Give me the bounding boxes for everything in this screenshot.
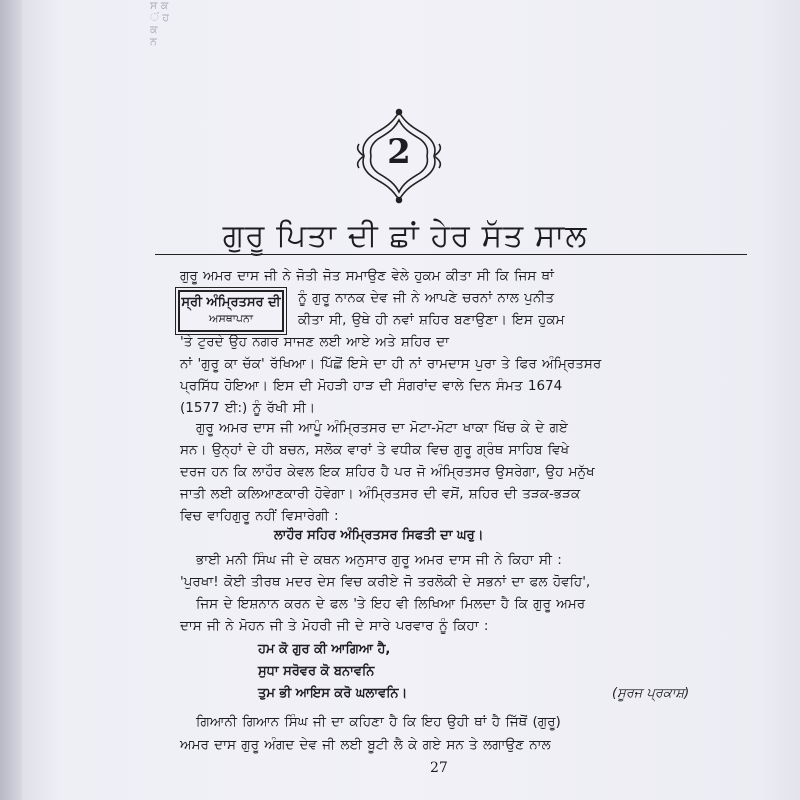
quote-line: ਲਾਹੌਰ ਸਹਿਰ ਅੰਮ੍ਰਿਤਸਰ ਸਿਫਤੀ ਦਾ ਘਰੁ। [274, 528, 484, 543]
text-line: ਵਿਚ ਵਾਹਿਗੁਰੂ ਨਹੀਂ ਵਿਸਾਰੇਗੀ : [180, 508, 339, 524]
text-line: ਜਾਤੀ ਲਈ ਕਲਿਆਣਕਾਰੀ ਹੋਵੇਗਾ। ਅੰਮ੍ਰਿਤਸਰ ਦੀ ਵਸੋਂ, ਸ਼ਹਿਰ ਦੀ ਤੜਕ-ਭੜਕ [180, 486, 581, 502]
chapter-title: ਗੁਰੂ ਪਿਤਾ ਦੀ ਛਾਂ ਹੇਰ ਸੱਤ ਸਾਲ [222, 218, 588, 254]
text-line: ਕੀਤਾ ਸੀ, ਉਥੇ ਹੀ ਨਵਾਂ ਸ਼ਹਿਰ ਬਣਾਉਣਾ। ਇਸ ਹੁਕਮ [298, 312, 565, 328]
show-through-text: ਸ ਕ ਂ ਹ ਕ ਨ [150, 0, 170, 48]
text-line: 'ਪੁਰਖਾ! ਕੋਈ ਤੀਰਥ ਮਦਰ ਦੇਸ ਵਿਚ ਕਰੀਏ ਜੋ ਤਰਲੋਕੀ ਦੇ ਸਭਨਾਂ ਦਾ ਫਲ ਹੋਵਹਿ', [180, 574, 591, 590]
text-line: (1577 ਈ:) ਨੂੰ ਰੱਖੀ ਸੀ। [180, 400, 316, 416]
margin-note-box [178, 290, 284, 332]
text-line: ਗੁਰੂ ਅਮਰ ਦਾਸ ਜੀ ਆਪੂੰ ਅੰਮ੍ਰਿਤਸਰ ਦਾ ਮੋਟਾ-ਮੋਟਾ ਖਾਕਾ ਖਿੱਚ ਕੇ ਦੇ ਗਏ [196, 420, 568, 436]
text-line: ਦਾਸ ਜੀ ਨੇ ਮੋਹਨ ਜੀ ਤੇ ਮੋਹਰੀ ਜੀ ਦੇ ਸਾਰੇ ਪਰਵਾਰ ਨੂੰ ਕਿਹਾ : [180, 618, 489, 634]
text-line: ਨਾਂ 'ਗੁਰੂ ਕਾ ਚੱਕ' ਰੱਖਿਆ। ਪਿੱਛੋਂ ਇਸੇ ਦਾ ਹੀ ਨਾਂ ਰਾਮਦਾਸ ਪੁਰਾ ਤੇ ਫਿਰ ਅੰਮ੍ਰਿਤਸਰ [180, 356, 602, 372]
text-line: ਗੁਰੂ ਅਮਰ ਦਾਸ ਜੀ ਨੇ ਜੋਤੀ ਜੋਤ ਸਮਾਉਣ ਵੇਲੇ ਹੁਕਮ ਕੀਤਾ ਸੀ ਕਿ ਜਿਸ ਥਾਂ [180, 268, 554, 284]
text-line: ਸਨ। ਉਨ੍ਹਾਂ ਦੇ ਹੀ ਬਚਨ, ਸਲੋਕ ਵਾਰਾਂ ਤੇ ਵਧੀਕ ਵਿਚ ਗੁਰੂ ਗ੍ਰੰਥ ਸਾਹਿਬ ਵਿਖੇ [180, 442, 570, 458]
title-divider [155, 254, 747, 255]
page-number: 27 [430, 760, 448, 776]
text-line: ਜਿਸ ਦੇ ਇਸ਼ਨਾਨ ਕਰਨ ਦੇ ਫਲ 'ਤੇ ਇਹ ਵੀ ਲਿਖਿਆ ਮਿਲਦਾ ਹੈ ਕਿ ਗੁਰੂ ਅਮਰ [196, 596, 586, 612]
verse-source: (ਸੂਰਜ ਪ੍ਰਕਾਸ਼) [612, 686, 690, 701]
book-spine-shadow [0, 0, 22, 800]
text-line: ਦਰਜ ਹਨ ਕਿ ਲਾਹੌਰ ਕੇਵਲ ਇਕ ਸ਼ਹਿਰ ਹੈ ਪਰ ਜੋ ਅੰਮ੍ਰਿਤਸਰ ਉਸਰੇਗਾ, ਉਹ ਮਨੁੱਖ [180, 464, 595, 480]
verse-line: ਹਮ ਕੋ ਗੁਰ ਕੀ ਆਗਿਆ ਹੈ, [258, 642, 391, 657]
text-line: ਨੂੰ ਗੁਰੂ ਨਾਨਕ ਦੇਵ ਜੀ ਨੇ ਆਪਣੇ ਚਰਨਾਂ ਨਾਲ ਪੁਨੀਤ [298, 290, 554, 306]
text-line: ਭਾਈ ਮਨੀ ਸਿੰਘ ਜੀ ਦੇ ਕਥਨ ਅਨੁਸਾਰ ਗੁਰੂ ਅਮਰ ਦਾਸ ਜੀ ਨੇ ਕਿਹਾ ਸੀ : [196, 552, 562, 568]
text-line: ਅਮਰ ਦਾਸ ਗੁਰੂ ਅੰਗਦ ਦੇਵ ਜੀ ਲਈ ਬੂਟੀ ਲੈ ਕੇ ਗਏ ਸਨ ਤੇ ਲਗਾਉਣ ਨਾਲ [180, 737, 551, 753]
text-line: 'ਤੇ ਟੁਰਦੇ ਉਹ ਨਗਰ ਸਾਜਣ ਲਈ ਆਏ ਅਤੇ ਸ਼ਹਿਰ ਦਾ [180, 334, 450, 350]
margin-note-line: ਅਸਥਾਪਨਾ [208, 312, 254, 325]
verse-line: ਤੁਮ ਭੀ ਆਇਸ ਕਰੋ ਘਲਾਵਨਿ। [258, 686, 408, 701]
text-line: ਗਿਆਨੀ ਗਿਆਨ ਸਿੰਘ ਜੀ ਦਾ ਕਹਿਣਾ ਹੈ ਕਿ ਇਹ ਉਹੀ ਥਾਂ ਹੈ ਜਿੱਥੋਂ (ਗੁਰੂ) [196, 714, 561, 730]
text-line: ਪ੍ਰਸਿੱਧ ਹੋਇਆ। ਇਸ ਦੀ ਮੋਹੜੀ ਹਾੜ ਦੀ ਸੰਗਰਾਂਦ ਵਾਲੇ ਦਿਨ ਸੰਮਤ 1674 [180, 378, 563, 394]
verse-line: ਸੁਧਾ ਸਰੋਵਰ ਕੋ ਬਨਾਵਨਿ [258, 664, 375, 679]
margin-note-line: ਸ੍ਰੀ ਅੰਮ੍ਰਿਤਸਰ ਦੀ [181, 295, 281, 310]
chapter-number: 2 [387, 132, 411, 172]
